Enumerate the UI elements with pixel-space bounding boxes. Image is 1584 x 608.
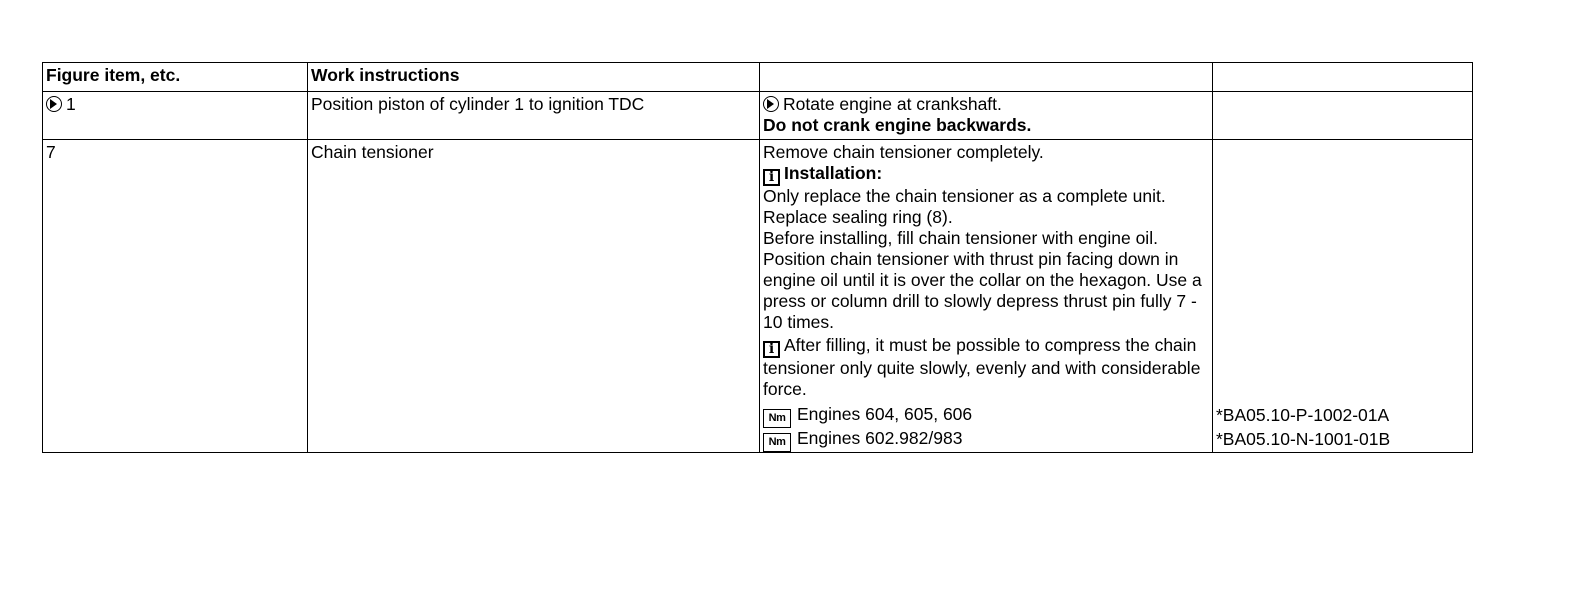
torque-line: [763, 402, 1209, 426]
info-note-text: After filling, it must be possible to compress the chain tensioner only quite slowly, evenly and with considerable force.: [763, 335, 1201, 399]
work-instruction-cell: Position piston of cylinder 1 to ignition TDC: [308, 92, 760, 140]
figure-item-number: 1: [66, 94, 76, 114]
reference-code[interactable]: *BA05.10-N-1001-01B: [1216, 428, 1391, 449]
header-notes: [760, 63, 1213, 92]
installation-label: Installation:: [784, 163, 883, 183]
torque-icon: Nm: [763, 433, 791, 452]
info-icon: i: [763, 341, 780, 358]
header-figure-item: Figure item, etc.: [43, 63, 308, 92]
note-line: [763, 94, 1209, 115]
header-work-instructions: Work instructions: [308, 63, 760, 92]
note-line: Replace sealing ring (8).: [763, 207, 953, 227]
note-line: Only replace the chain tensioner as a complete unit.: [763, 186, 1166, 206]
reference-cell: [1213, 92, 1473, 140]
table-row: [43, 140, 1473, 453]
notes-cell: [760, 92, 1213, 140]
figure-item-cell: [43, 92, 308, 140]
reference-cell: [1213, 140, 1473, 453]
header-reference: [1213, 63, 1473, 92]
torque-text: Engines 604, 605, 606: [797, 404, 973, 424]
notes-cell: [760, 140, 1213, 453]
note-line: Before installing, fill chain tensioner with engine oil. Position chain tensioner with thrust pin facing down in engine oil until it is over the collar on the hexagon. Use a press or column drill to slowly depress thrust pin fully 7 - 10 times.: [763, 228, 1202, 332]
rotate-icon: [763, 96, 779, 112]
table-row: [43, 92, 1473, 140]
note-text: Rotate engine at crankshaft.: [783, 94, 1002, 114]
note-line: Remove chain tensioner completely.: [763, 142, 1044, 162]
note-line: [763, 335, 1209, 400]
table-header-row: [43, 63, 1473, 92]
figure-item-cell: 7: [43, 140, 308, 453]
torque-icon: Nm: [763, 409, 791, 428]
work-instructions-table: [42, 62, 1473, 453]
torque-text: Engines 602.982/983: [797, 428, 963, 448]
work-instruction-cell: Chain tensioner: [308, 140, 760, 453]
reference-code[interactable]: *BA05.10-P-1002-01A: [1216, 404, 1390, 425]
info-icon: i: [763, 169, 780, 186]
warning-text: Do not crank engine backwards.: [763, 115, 1032, 135]
installation-heading: [763, 163, 1209, 186]
rotate-icon: [46, 96, 62, 112]
torque-line: [763, 426, 1209, 450]
